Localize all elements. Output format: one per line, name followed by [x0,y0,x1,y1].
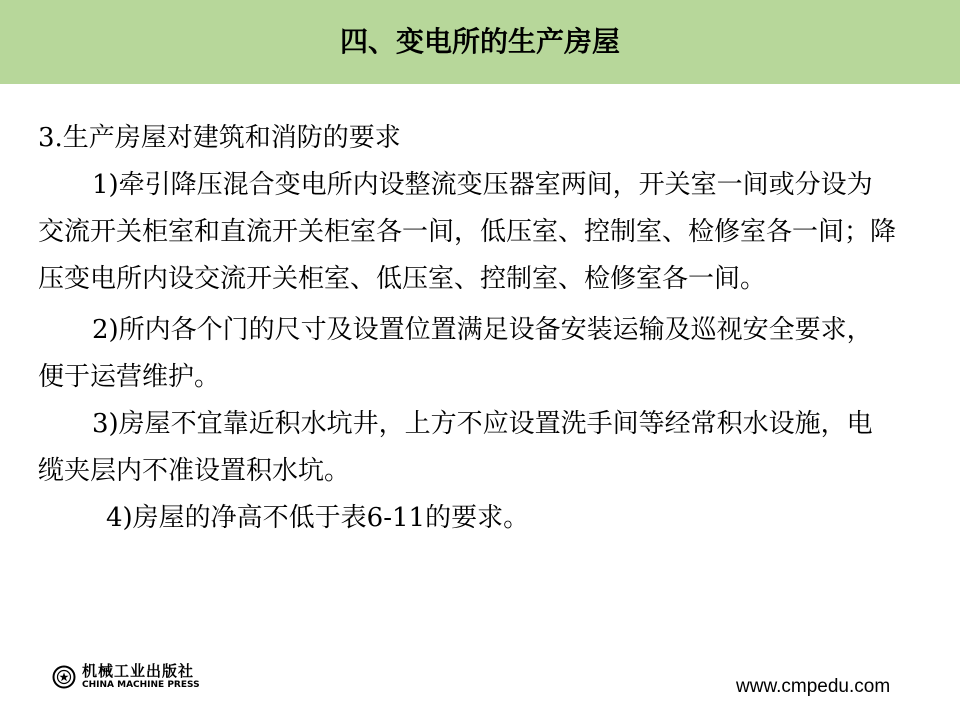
publisher-name-cn: 机械工业出版社 [82,662,195,680]
website-url[interactable]: www.cmpedu.com [736,676,891,697]
publisher-logo [52,663,252,693]
requirement-item-2: 2)所内各个门的尺寸及设置位置满足设备安装运输及巡视安全要求，便于运营维护。 [38,315,873,392]
slide-body [38,115,898,542]
section-heading: 3.生产房屋对建筑和消防的要求 [38,123,401,153]
title-bar [0,0,960,84]
requirement-item-1: 1)牵引降压混合变电所内设整流变压器室两间，开关室一间或分设为交流开关柜室和直流开关柜室各一间，低压室、控制室、检修室各一间；降压变电所内设交流开关柜室、低压室、控制室、检修室各一间。 [38,170,897,294]
requirement-item-4: 4)房屋的净高不低于表6-11的要求。 [106,503,530,533]
gear-star-icon [52,665,76,689]
slide-title: 四、变电所的生产房屋 [339,25,620,58]
requirement-item-3: 3)房屋不宜靠近积水坑井，上方不应设置洗手间等经常积水设施，电缆夹层内不准设置积水坑。 [38,409,873,486]
publisher-name-en: CHINA MACHINE PRESS [82,680,200,690]
